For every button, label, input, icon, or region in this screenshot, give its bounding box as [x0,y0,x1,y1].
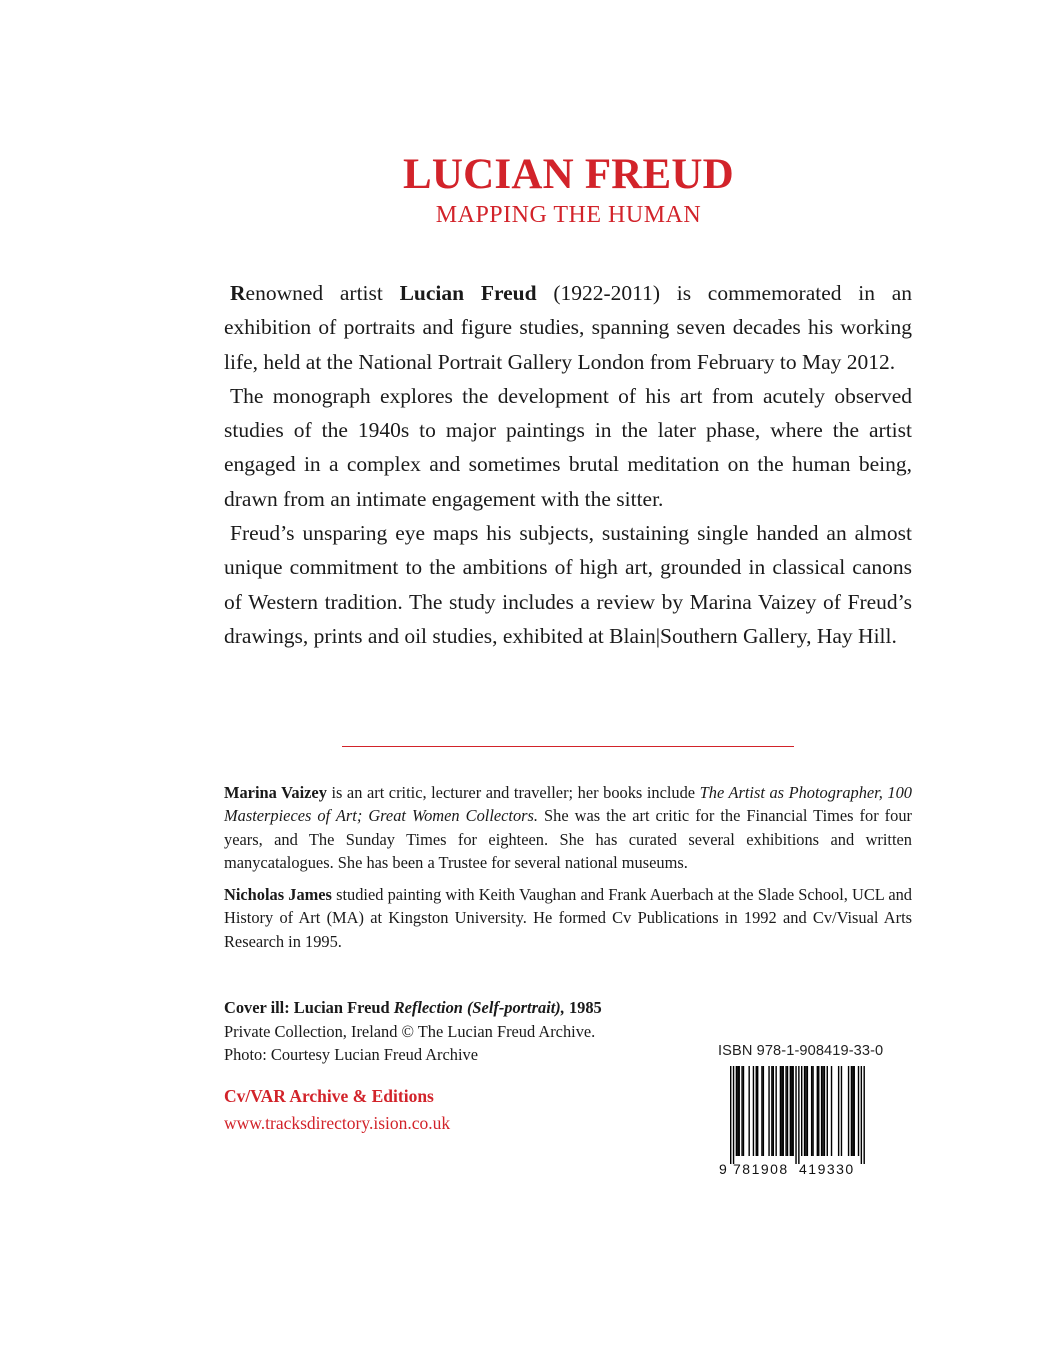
barcode-bar [785,1066,786,1156]
barcode-bar [741,1066,742,1156]
barcode-bar [863,1066,864,1164]
book-subtitle: MAPPING THE HUMAN [435,202,702,228]
blurb-text: (1922-2011) is commemorated in an exhibition of portraits and figure studies, spanning seven decades his working life, held at the National Portrait Gallery London from February to May 2012. [224,281,912,374]
barcode-bar [791,1066,792,1156]
cover-credit [224,996,684,1067]
blurb-paragraph-2: The monograph explores the development of his art from acutely observed studies of the 1940s to major paintings in the later phase, where the artist engaged in a complex and sometimes brutal meditation on the human being, drawn from an intimate engagement with the sitter. [224,383,912,511]
publisher-url[interactable]: www.tracksdirectory.ision.co.uk [224,1113,451,1133]
barcode-bar [824,1066,825,1156]
barcode-bar [780,1066,781,1156]
credit-line-3: Photo: Courtesy Lucian Freud Archive [224,1045,479,1064]
credit-line-1 [224,996,684,1020]
blurb-lead: enowned artist [245,281,400,305]
barcode-bar [761,1066,762,1156]
barcode-bar [739,1066,740,1156]
bio-vaizey-text-2: She was the art critic for the Financial Times for four years, and The Sunday Times for eighteen. She has curated several exhibitions and written manycatalogues. She has been a Trustee for several national museums. [224,806,912,872]
barcode-bar [848,1066,849,1156]
blurb-paragraph-3: Freud’s unsparing eye maps his subjects, sustaining single handed an almost unique commitment to the ambitions of high art, grounded in classical canons of Western tradition. The study includes a review by Marina Vaizey of Freud’s drawings, prints and oil studies, exhibited at Blain|Southern Gallery, Hay Hill. [224,521,912,648]
barcode-bar [852,1066,853,1156]
blurb [224,276,912,653]
barcode-bar [838,1066,839,1156]
barcode-bar [773,1066,774,1156]
publisher-name: Cv/VAR Archive & Editions [224,1086,434,1106]
bio-james-text: studied painting with Keith Vaughan and Frank Auerbach at the Slade School, UCL and History of Art (MA) at Kingston University. He formed Cv Publications in 1992 and Cv/Visual Arts Research in 1995. [224,885,913,951]
blurb-drop-letter: R [230,281,246,305]
barcode-bar [811,1066,812,1156]
barcode-bar [804,1066,805,1156]
credit-year: 1985 [564,998,602,1017]
barcode-bar [795,1066,796,1164]
barcode-bar [822,1066,823,1156]
bio-vaizey-text-1: is an art critic, lecturer and traveller; her books include [326,783,700,802]
barcode-bar [733,1066,734,1164]
barcode-bar [787,1066,788,1156]
blurb-artist-name: Lucian Freud [399,281,537,305]
blurb-paragraph-1 [224,276,912,379]
barcode-bar [812,1066,813,1156]
bio-vaizey-books: The Artist as Photographer, 100 Masterpieces of Art; Great Women Collectors. [224,783,912,826]
bio-james-name: Nicholas James [224,885,332,905]
barcode-bar [805,1066,806,1156]
barcode-digit-group-2: 419330 [799,1161,855,1177]
credit-work-title: Reflection (Self-portrait), [393,998,565,1017]
barcode-bar [831,1066,832,1156]
barcode-bar [817,1066,818,1156]
barcode-bars [730,1066,865,1164]
barcode-bar [818,1066,819,1156]
barcode-bar [792,1066,793,1156]
barcode-bar [851,1066,852,1156]
barcode-bar [736,1066,737,1156]
book-title: LUCIAN FREUD [403,151,734,198]
barcode-bar [730,1066,731,1164]
credit-line-2: Private Collection, Ireland © The Lucian Freud Archive. [224,1021,596,1041]
barcode-bar [807,1066,808,1156]
barcode-bar [763,1066,764,1156]
bio-vaizey [224,781,912,874]
barcode-bar [827,1066,828,1156]
isbn-label: ISBN 978-1-908419-33-0 [718,1043,884,1059]
bio-vaizey-name: Marina Vaizey [224,783,327,802]
barcode-bar [768,1066,769,1156]
barcode-bar [821,1066,822,1156]
barcode-bar [771,1066,772,1156]
bio-james [224,883,912,953]
barcode-bar [775,1066,776,1156]
barcode-bar [756,1066,757,1156]
publisher-block [224,1083,450,1137]
barcode-bar [783,1066,784,1156]
barcode-bar [801,1066,802,1156]
isbn-barcode [718,1066,868,1178]
divider-rule [342,746,794,747]
barcode-bar [748,1066,749,1156]
barcode-bar [737,1066,738,1156]
barcode-bar [753,1066,754,1156]
barcode-digit-first: 9 [719,1161,727,1177]
barcode-bar [781,1066,782,1156]
barcode-bar [858,1066,859,1156]
barcode-bar [757,1066,758,1156]
barcode-digit-group-1: 781908 [733,1161,789,1177]
barcode-bar [798,1066,799,1164]
barcode-bar [861,1066,862,1164]
barcode-bar [790,1066,791,1156]
author-bios [224,781,912,962]
barcode-bar [841,1066,842,1156]
barcode-bar [743,1066,744,1156]
barcode-bar [854,1066,855,1156]
credit-lead: Cover ill: Lucian Freud [224,998,394,1017]
